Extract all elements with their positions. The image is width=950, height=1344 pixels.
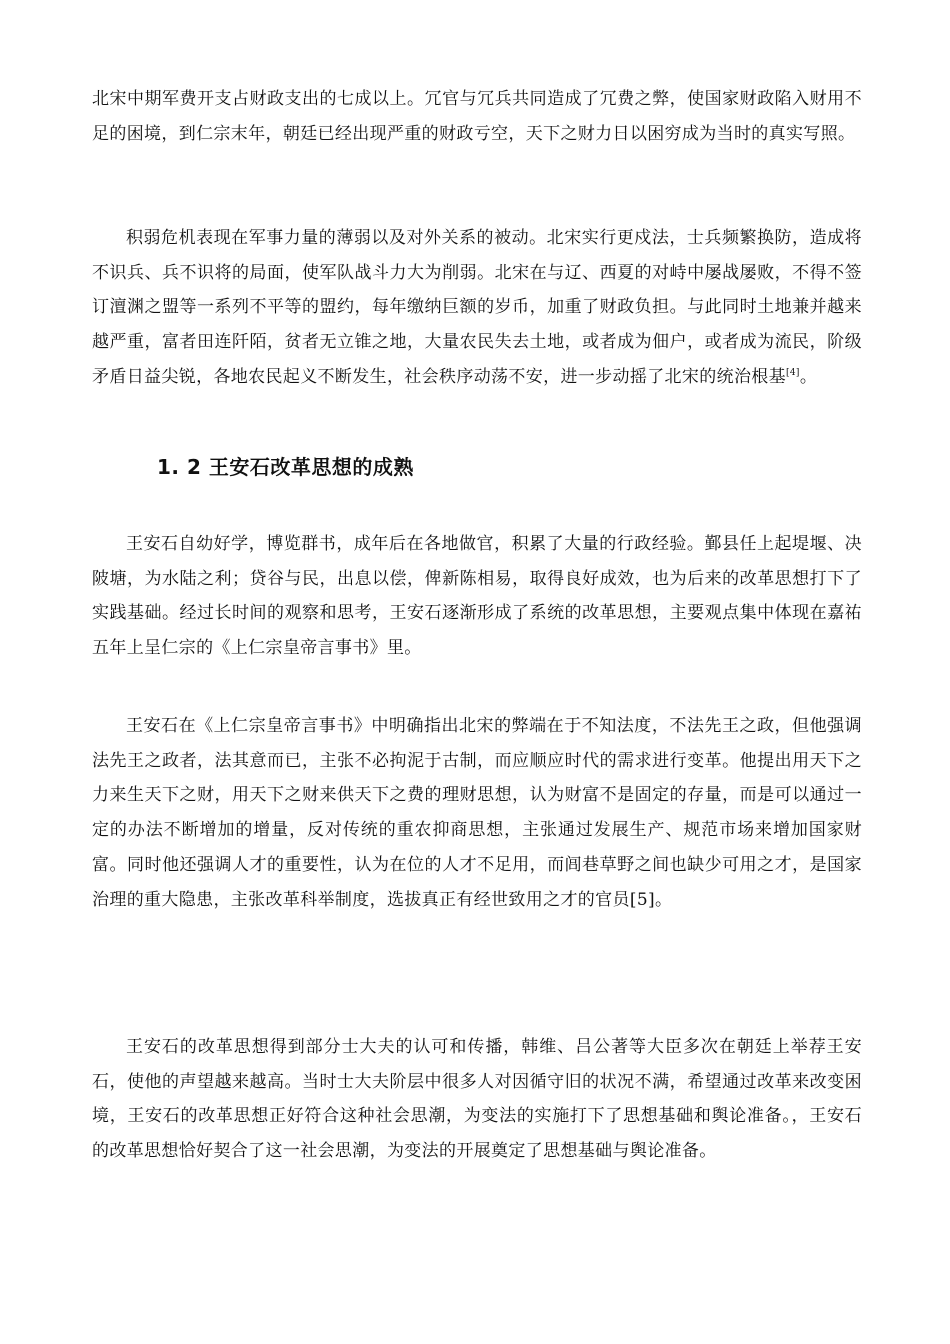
paragraph-military-weakness-text: 积弱危机表现在军事力量的薄弱以及对外关系的被动。北宋实行更戍法，士兵频繁换防，造成将不识兵、兵不识将的局面，使军队战斗力大为削弱。北宋在与辽、西夏的对峙中屡战屡败，不得不签订澶渊之盟等一系列不平等的盟约，每年缴纳巨额的岁币，加重了财政负担。与此同时土地兼并越来越严重，富者田连阡陌，贫者无立锥之地，大量农民失去土地，或者成为佃户，或者成为流民，阶级矛盾日益尖锐，各地农民起义不断发生，社会秩序动荡不安，进一步动摇了北宋的统治根基 xyxy=(92,228,862,387)
paragraph-fiscal-crisis: 北宋中期军费开支占财政支出的七成以上。冗官与冗兵共同造成了冗费之弊，使国家财政陷入财用不足的困境，到仁宗末年，朝廷已经出现严重的财政亏空，天下之财力日以困穷成为当时的真实写照。 xyxy=(92,89,862,144)
paragraph-reform-memorial: 王安石在《上仁宗皇帝言事书》中明确指出北宋的弊端在于不知法度，不法先王之政，但他强调法先王之政者，法其意而已，主张不必拘泥于古制，而应顺应时代的需求进行变革。他提出用天下之力来生天下之财，用天下之财来供天下之费的理财思想，认为财富不是固定的存量，而是可以通过一定的办法不断增加的增量，反对传统的重农抑商思想，主张通过发展生产、规范市场来增加国家财富。同时他还强调人才的重要性，认为在位的人才不足用，而闾巷草野之间也缺少可用之才，是国家治理的重大隐患，主张改革科举制度，选拔真正有经世致用之才的官员[5]。 xyxy=(92,716,862,910)
citation-reference: [4] xyxy=(786,367,800,378)
paragraph-end-punctuation: 。 xyxy=(799,366,818,387)
paragraph-reform-support: 王安石的改革思想得到部分士大夫的认可和传播，韩维、吕公著等大臣多次在朝廷上举荐王安石，使他的声望越来越高。当时士大夫阶层中很多人对因循守旧的状况不满，希望通过改革来改变困境，王安石的改革思想正好符合这种社会思潮，为变法的实施打下了思想基础和舆论准备。，王安石的改革思想恰好契合了这一社会思潮，为变法的开展奠定了思想基础与舆论准备。 xyxy=(92,1037,862,1162)
paragraph-early-career: 王安石自幼好学，博览群书，成年后在各地做官，积累了大量的行政经验。鄞县任上起堤堰、决陂塘，为水陆之利；贷谷与民，出息以偿，俾新陈相易，取得良好成效，也为后来的改革思想打下了实践基础。经过长时间的观察和思考，王安石逐渐形成了系统的改革思想，主要观点集中体现在嘉祐五年上呈仁宗的《上仁宗皇帝言事书》里。 xyxy=(92,534,862,659)
paragraph-military-weakness xyxy=(92,221,862,395)
section-heading: 1. 2 王安石改革思想的成熟 xyxy=(157,455,414,479)
